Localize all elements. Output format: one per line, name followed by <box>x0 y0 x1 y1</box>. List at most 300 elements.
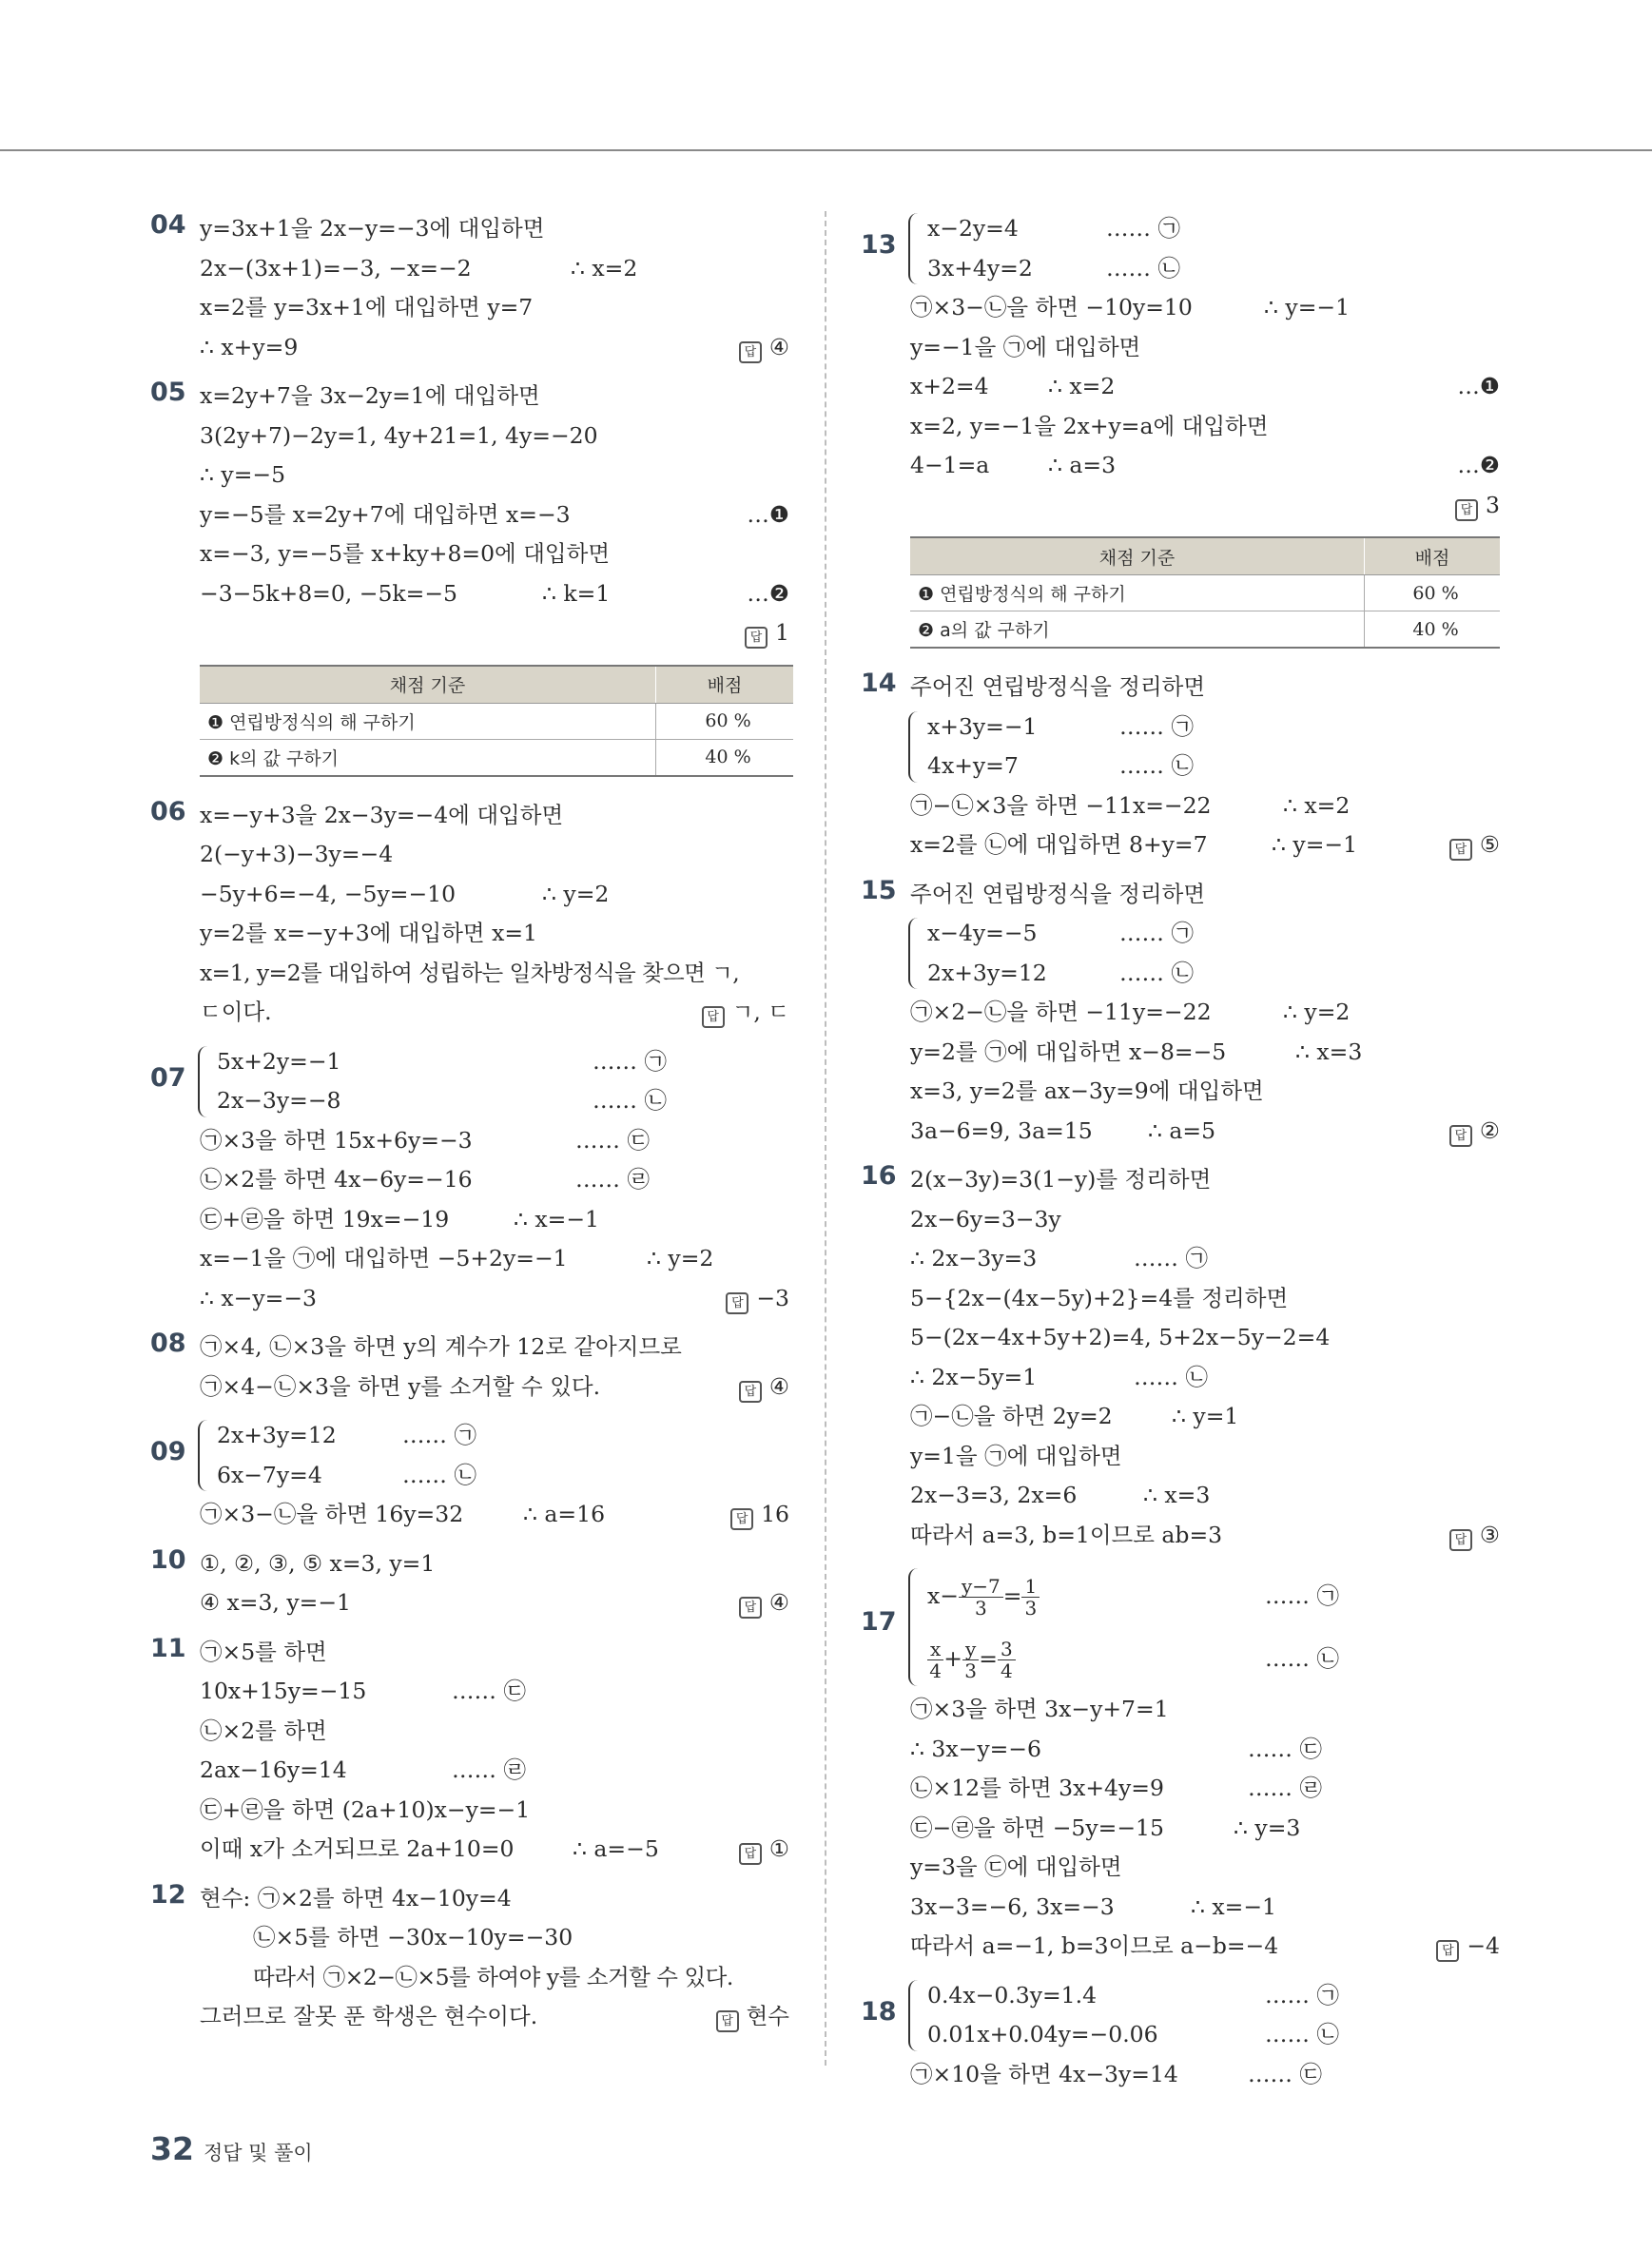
line <box>910 1476 1500 1516</box>
answer-value: ④ <box>768 1589 789 1616</box>
answer-value: 현수 <box>746 2003 789 2029</box>
right-column <box>861 209 1500 2104</box>
problem-11 <box>150 1633 789 1870</box>
answer-value: −4 <box>1467 1932 1500 1959</box>
scoring-table <box>200 665 793 777</box>
line-part: ∴ y=3 <box>1234 1814 1301 1841</box>
line <box>910 367 1500 407</box>
answer-value: −3 <box>756 1284 789 1311</box>
line-part: 따라서 a=−1, b=3이므로 a−b=−4 <box>910 1932 1279 1959</box>
answer-value: 16 <box>761 1501 789 1527</box>
problem-12 <box>150 1879 789 2037</box>
equation-tag: …… ㉠ <box>1119 920 1194 946</box>
problem-number: 16 <box>861 1161 897 1191</box>
equation-tag: …… ㉠ <box>1265 1582 1339 1609</box>
equation-part: x− <box>927 1582 959 1609</box>
equation-tag: …… ㉡ <box>1265 2021 1339 2047</box>
answer-value: ③ <box>1479 1521 1500 1548</box>
line: 3(2y+7)−2y=1, 4y+21=1, 4y=−20 <box>200 421 598 449</box>
answer-icon: 답 <box>1455 499 1478 521</box>
line: ㉠×4, ㉡×3을 하면 y의 계수가 12로 같아지므로 <box>200 1333 682 1360</box>
line-part: −3−5k+8=0, −5k=−5 <box>200 579 457 607</box>
line-part: 4−1=a <box>910 452 990 478</box>
answer <box>739 1368 789 1407</box>
line-part: ∴ x=2 <box>1048 373 1116 399</box>
answer <box>1449 825 1500 865</box>
table-header: 배점 <box>656 666 794 704</box>
line-part: ∴ x=−1 <box>1191 1892 1277 1920</box>
line <box>200 1583 789 1623</box>
line <box>927 2015 1500 2055</box>
answer-icon: 답 <box>745 627 768 649</box>
page-number: 32 <box>150 2130 194 2167</box>
line <box>200 1368 789 1407</box>
equation-tag: …… ㉢ <box>575 1126 650 1154</box>
brace <box>198 1420 209 1491</box>
line-part: ∴ x+y=9 <box>200 333 299 360</box>
problem-10 <box>150 1544 789 1623</box>
problem-17 <box>861 1564 1500 1967</box>
line-part: 그러므로 잘못 푼 학생은 현수이다. <box>200 2003 538 2029</box>
answer <box>702 993 789 1033</box>
line-part: ∴ a=3 <box>1048 452 1117 478</box>
table-header: 채점 기준 <box>200 666 656 704</box>
line <box>217 1456 789 1496</box>
line <box>910 2055 1500 2095</box>
line <box>910 1888 1500 1928</box>
line: x=2y+7을 3x−2y=1에 대입하면 <box>200 382 540 409</box>
equation-tag: …… ㉢ <box>452 1678 526 1704</box>
denominator: 3 <box>974 1597 987 1620</box>
line <box>217 1042 789 1082</box>
line <box>910 486 1500 526</box>
line: x=2를 y=3x+1에 대입하면 y=7 <box>200 294 534 320</box>
equation: 6x−7y=4 <box>217 1461 322 1488</box>
equation-tag: …… ㉡ <box>1119 752 1194 779</box>
line <box>200 1997 789 2037</box>
line <box>910 1769 1500 1809</box>
answer-icon: 답 <box>726 1292 748 1314</box>
answer <box>1436 1927 1500 1967</box>
line-part: 2x−3=3, 2x=6 <box>910 1482 1078 1508</box>
answer <box>739 328 789 368</box>
answer-value: ㄱ, ㄷ <box>731 999 789 1025</box>
equation-tag: …… ㉡ <box>1265 1645 1339 1672</box>
line-part: ㉠×2−㉡을 하면 −11y=−22 <box>910 999 1212 1025</box>
equation-tag: …… ㉣ <box>1248 1775 1322 1801</box>
step-marker: …❶ <box>747 500 789 528</box>
line-part: ㉠×3을 하면 15x+6y=−3 <box>200 1126 473 1154</box>
answer-value: ⑤ <box>1479 831 1500 858</box>
line-part: x=−1을 ㉠에 대입하면 −5+2y=−1 <box>200 1245 568 1271</box>
answer-value: 3 <box>1486 491 1500 518</box>
problem-13 <box>861 209 1500 649</box>
table-header: 채점 기준 <box>910 537 1365 575</box>
problem-15 <box>861 875 1500 1152</box>
equation-tag: …… ㉢ <box>1248 2060 1322 2087</box>
page-footer <box>150 2130 313 2167</box>
line: y=1을 ㉠에 대입하면 <box>910 1442 1122 1469</box>
line <box>910 1239 1500 1279</box>
line-part: ㉢−㉣을 하면 −5y=−15 <box>910 1814 1164 1841</box>
line <box>927 954 1500 994</box>
equation-part: + <box>943 1645 962 1672</box>
line-part: 3a−6=9, 3a=15 <box>910 1116 1093 1144</box>
table-cell: 40 % <box>656 739 794 776</box>
equation-tag: …… ㉠ <box>1106 215 1180 242</box>
line-part: ∴ k=1 <box>542 579 611 607</box>
line-part: 3x−3=−6, 3x=−3 <box>910 1892 1115 1920</box>
answer <box>739 1830 789 1870</box>
line: 5−(2x−4x+5y+2)=4, 5+2x−5y−2=4 <box>910 1324 1331 1350</box>
equation-tag: …… ㉣ <box>575 1166 650 1193</box>
equation-tag: …… ㉡ <box>402 1461 476 1488</box>
problem-number: 05 <box>150 378 186 407</box>
line-part: y=2를 ㉠에 대입하면 x−8=−5 <box>910 1038 1227 1065</box>
equation: 3x+4y=2 <box>927 254 1033 281</box>
line <box>910 1809 1500 1849</box>
answer-value: ② <box>1479 1116 1500 1144</box>
answer-icon: 답 <box>730 1508 753 1530</box>
problem-number: 14 <box>861 669 897 698</box>
line-part: 2ax−16y=14 <box>200 1756 347 1783</box>
line-part: ∴ x=2 <box>571 254 638 281</box>
line-part: ㉠−㉡을 하면 2y=2 <box>910 1403 1113 1429</box>
equation-tag: …… ㉠ <box>1119 712 1194 740</box>
line-part: x+2=4 <box>910 373 989 399</box>
equation: 0.01x+0.04y=−0.06 <box>927 2021 1158 2047</box>
answer-value: ④ <box>768 333 789 360</box>
brace <box>908 711 920 783</box>
brace <box>908 1568 920 1686</box>
equation-system <box>910 914 1500 993</box>
problem-number: 13 <box>861 230 897 260</box>
answer <box>739 1583 789 1623</box>
denominator: 3 <box>964 1659 977 1682</box>
line <box>910 1112 1500 1152</box>
equation-tag: …… ㉡ <box>593 1087 667 1114</box>
line <box>200 495 789 535</box>
brace <box>198 1046 209 1117</box>
equation-tag: …… ㉡ <box>1134 1363 1208 1390</box>
line-part: x=2를 ㉡에 대입하면 8+y=7 <box>910 831 1208 858</box>
line: y=3x+1을 2x−y=−3에 대입하면 <box>200 215 545 242</box>
line-part: ∴ y=2 <box>647 1245 714 1271</box>
problem-18 <box>861 1976 1500 2095</box>
line-part: ㉠×3−㉡을 하면 16y=32 <box>200 1501 464 1527</box>
line <box>910 1927 1500 1967</box>
line <box>200 1200 789 1240</box>
denominator: 4 <box>929 1659 942 1682</box>
line: ㉡×5를 하면 −30x−10y=−30 <box>253 1924 573 1950</box>
table-cell: ❶ 연립방정식의 해 구하기 <box>910 575 1365 611</box>
left-column <box>150 209 789 2047</box>
table-header: 배점 <box>1365 537 1501 575</box>
problem-number: 06 <box>150 796 186 826</box>
line <box>200 328 789 368</box>
brace <box>908 918 920 989</box>
line-part: ∴ 2x−5y=1 <box>910 1363 1038 1390</box>
line-part: ㉠×3−㉡을 하면 −10y=10 <box>910 294 1193 320</box>
step-marker: …❶ <box>1457 373 1500 399</box>
line <box>200 875 789 915</box>
answer <box>730 1495 789 1535</box>
problem-number: 18 <box>861 1996 897 2027</box>
table-cell: 40 % <box>1365 611 1501 649</box>
line <box>200 1830 789 1870</box>
equation-part: = <box>979 1645 998 1672</box>
equation: 5x+2y=−1 <box>217 1047 341 1075</box>
line-part: ㉢+㉣을 하면 19x=−19 <box>200 1205 450 1232</box>
table-cell: ❶ 연립방정식의 해 구하기 <box>200 703 656 739</box>
line <box>200 1495 789 1535</box>
line: ㉠×3을 하면 3x−y+7=1 <box>910 1696 1169 1722</box>
fraction <box>998 1639 1016 1681</box>
line-part: ∴ a=5 <box>1148 1116 1216 1144</box>
line: 현수: ㉠×2를 하면 4x−10y=4 <box>200 1884 512 1911</box>
line-part: ∴ y=−1 <box>1264 294 1351 320</box>
problem-14 <box>861 668 1500 865</box>
line <box>200 1239 789 1279</box>
answer-icon: 답 <box>1449 1529 1472 1551</box>
problem-number: 10 <box>150 1544 186 1575</box>
line: 주어진 연립방정식을 정리하면 <box>910 673 1206 700</box>
equation-system <box>200 1416 789 1495</box>
equation-tag: …… ㉣ <box>452 1756 526 1783</box>
line: x=1, y=2를 대입하여 성립하는 일차방정식을 찾으면 ㄱ, <box>200 959 740 986</box>
line <box>200 574 789 614</box>
fraction <box>1021 1576 1040 1619</box>
answer-icon: 답 <box>1449 839 1472 861</box>
line-part: ∴ y=1 <box>1172 1403 1239 1429</box>
equation-system <box>910 1564 1500 1690</box>
equation: 4x+y=7 <box>927 752 1019 779</box>
problem-number: 07 <box>150 1062 186 1093</box>
answer <box>726 1279 789 1319</box>
scoring-table <box>910 536 1500 649</box>
answer <box>716 1997 789 2037</box>
line <box>200 1121 789 1161</box>
line-part: 10x+15y=−15 <box>200 1678 367 1704</box>
answer <box>1449 1516 1500 1556</box>
answer <box>1449 1112 1500 1152</box>
line: ㉡×2를 하면 <box>200 1717 327 1744</box>
equation-tag: …… ㉠ <box>593 1047 667 1075</box>
problem-number: 08 <box>150 1329 186 1358</box>
line: 2(−y+3)−3y=−4 <box>200 841 394 867</box>
line <box>910 288 1500 328</box>
line <box>200 613 789 653</box>
answer <box>745 613 789 653</box>
line: 5−{2x−(4x−5y)+2}=4를 정리하면 <box>910 1284 1289 1311</box>
brace <box>908 1980 920 2051</box>
line-part: −5y+6=−4, −5y=−10 <box>200 880 457 907</box>
line-part: ∴ 3x−y=−6 <box>910 1735 1041 1762</box>
problem-number: 04 <box>150 210 186 240</box>
line <box>910 1397 1500 1437</box>
line-part: ∴ 2x−3y=3 <box>910 1245 1038 1271</box>
problem-number: 11 <box>150 1633 186 1663</box>
line-part: ㉠−㉡×3을 하면 −11x=−22 <box>910 791 1212 819</box>
numerator: 1 <box>1021 1576 1040 1598</box>
line <box>200 993 789 1033</box>
line <box>200 1279 789 1319</box>
equation: x−2y=4 <box>927 215 1019 242</box>
equation-system <box>910 209 1500 288</box>
line-part: 2x−(3x+1)=−3, −x=−2 <box>200 254 472 281</box>
answer-icon: 답 <box>1449 1125 1472 1147</box>
denominator: 3 <box>1024 1597 1038 1620</box>
line <box>200 1160 789 1200</box>
line: 주어진 연립방정식을 정리하면 <box>910 880 1206 907</box>
line: 2(x−3y)=3(1−y)를 정리하면 <box>910 1166 1212 1193</box>
problem-04 <box>150 209 789 367</box>
line <box>200 1751 789 1791</box>
line-part: ∴ a=−5 <box>573 1835 659 1862</box>
table-cell: 60 % <box>656 703 794 739</box>
line-part: ㉠×10을 하면 4x−3y=14 <box>910 2060 1178 2087</box>
equation-tag: …… ㉡ <box>1119 959 1194 986</box>
footer-label: 정답 및 풀이 <box>203 2142 313 2164</box>
line: ㉠×5를 하면 <box>200 1638 327 1665</box>
line-part: ㄷ이다. <box>200 999 272 1025</box>
equation: x−4y=−5 <box>927 920 1038 946</box>
line <box>910 1033 1500 1073</box>
line-part: ∴ x=3 <box>1143 1482 1211 1508</box>
problem-05 <box>150 377 789 777</box>
equation-tag: …… ㉠ <box>402 1422 476 1448</box>
line: 따라서 ㉠×2−㉡×5를 하여야 y를 소거할 수 있다. <box>253 1963 733 1990</box>
answer-icon: 답 <box>702 1006 725 1028</box>
equation-system <box>200 1042 789 1121</box>
line: x=3, y=2를 ax−3y=9에 대입하면 <box>910 1077 1264 1104</box>
numerator: 3 <box>998 1639 1016 1660</box>
line: 2x−6y=3−3y <box>910 1205 1061 1232</box>
line-part: ㉡×12를 하면 3x+4y=9 <box>910 1775 1164 1801</box>
denominator: 4 <box>1001 1659 1013 1682</box>
answer <box>1455 486 1500 526</box>
line: y=3을 ㉢에 대입하면 <box>910 1853 1122 1880</box>
column-divider <box>825 211 826 2066</box>
equation: 2x−3y=−8 <box>217 1087 341 1114</box>
line <box>927 1564 1500 1627</box>
line-part: ∴ y=2 <box>1283 999 1351 1025</box>
answer-icon: 답 <box>739 1843 762 1865</box>
line <box>217 1081 789 1121</box>
line-part: ㉠×4−㉡×3을 하면 y를 소거할 수 있다. <box>200 1372 601 1400</box>
line-part: ④ x=3, y=−1 <box>200 1589 351 1616</box>
line-part: ∴ x=−1 <box>514 1205 600 1232</box>
line <box>927 209 1500 249</box>
line <box>910 993 1500 1033</box>
line <box>200 1672 789 1712</box>
line <box>217 1416 789 1456</box>
line <box>927 1627 1500 1690</box>
line-part: ∴ x=3 <box>1295 1038 1363 1065</box>
line: y=−1을 ㉠에 대입하면 <box>910 333 1141 360</box>
numerator: y−7 <box>959 1576 1003 1598</box>
line <box>927 747 1500 786</box>
problem-number: 09 <box>150 1437 186 1466</box>
problem-number: 12 <box>150 1879 186 1910</box>
answer-value: ④ <box>768 1372 789 1400</box>
line <box>910 1516 1500 1556</box>
answer-icon: 답 <box>739 1381 762 1403</box>
equation-tag: …… ㉠ <box>1265 1981 1339 2008</box>
numerator: x <box>927 1639 943 1660</box>
fraction <box>927 1639 943 1681</box>
equation: 2x+3y=12 <box>217 1422 337 1448</box>
equation-part: = <box>1002 1582 1022 1609</box>
line: x=−3, y=−5를 x+ky+8=0에 대입하면 <box>200 540 611 567</box>
equation-system <box>910 708 1500 786</box>
equation-tag: …… ㉡ <box>1106 254 1180 281</box>
line: ∴ y=−5 <box>200 461 286 488</box>
equation-tag: …… ㉢ <box>1248 1735 1322 1762</box>
problem-09 <box>150 1416 789 1535</box>
problem-08 <box>150 1328 789 1407</box>
line <box>910 825 1500 865</box>
line <box>910 1730 1500 1770</box>
problem-number: 15 <box>861 875 897 905</box>
equation-tag: …… ㉠ <box>1134 1245 1208 1271</box>
answer-icon: 답 <box>716 2010 739 2032</box>
line-part: 따라서 a=3, b=1이므로 ab=3 <box>910 1521 1223 1548</box>
answer-value: 1 <box>775 619 789 646</box>
problem-07 <box>150 1042 789 1319</box>
line: x=−y+3을 2x−3y=−4에 대입하면 <box>200 801 564 828</box>
fraction <box>962 1639 979 1681</box>
line-part: ∴ x−y=−3 <box>200 1284 317 1311</box>
line: ㉢+㉣을 하면 (2a+10)x−y=−1 <box>200 1795 531 1823</box>
top-rule <box>0 149 1652 151</box>
answer-icon: 답 <box>1436 1940 1459 1962</box>
line: ①, ②, ③, ⑤ x=3, y=1 <box>200 1549 436 1577</box>
line-part: ∴ y=−1 <box>1272 831 1358 858</box>
step-marker: …❷ <box>1457 452 1500 478</box>
equation: 0.4x−0.3y=1.4 <box>927 1981 1098 2008</box>
line <box>910 446 1500 486</box>
line <box>927 1976 1500 2016</box>
line-part: ∴ y=2 <box>542 880 610 907</box>
table-cell: 60 % <box>1365 575 1501 611</box>
line-part: y=−5를 x=2y+7에 대입하면 x=−3 <box>200 500 571 528</box>
line <box>927 249 1500 289</box>
line: y=2를 x=−y+3에 대입하면 x=1 <box>200 920 537 946</box>
line: x=2, y=−1을 2x+y=a에 대입하면 <box>910 412 1269 439</box>
table-cell: ❷ k의 값 구하기 <box>200 739 656 776</box>
step-marker: …❷ <box>747 579 789 607</box>
line <box>927 914 1500 954</box>
line-part: ∴ a=16 <box>523 1501 606 1527</box>
answer-icon: 답 <box>739 1597 762 1619</box>
brace <box>908 213 920 284</box>
equation: 2x+3y=12 <box>927 959 1047 986</box>
numerator: y <box>962 1639 979 1660</box>
equation-system <box>910 1976 1500 2055</box>
table-cell: ❷ a의 값 구하기 <box>910 611 1365 649</box>
answer-value: ① <box>768 1835 789 1862</box>
line-part: 이때 x가 소거되므로 2a+10=0 <box>200 1835 515 1862</box>
equation: x+3y=−1 <box>927 712 1038 740</box>
line <box>927 708 1500 747</box>
fraction <box>959 1576 1003 1619</box>
line <box>200 249 789 289</box>
problem-number: 17 <box>861 1607 897 1637</box>
line <box>910 786 1500 826</box>
answer-icon: 답 <box>739 341 762 363</box>
line-part: ㉡×2를 하면 4x−6y=−16 <box>200 1166 473 1193</box>
